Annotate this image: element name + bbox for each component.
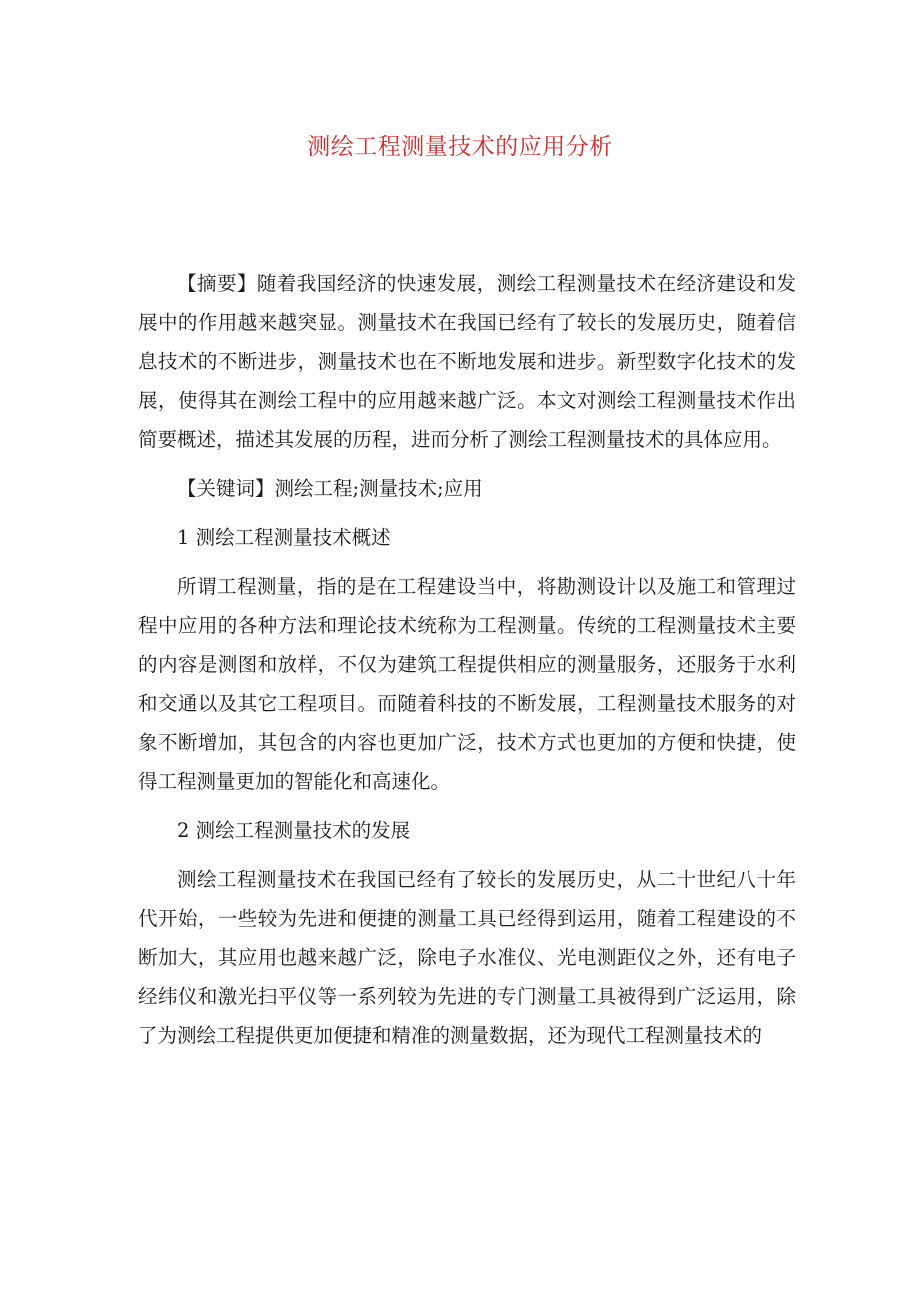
section-2-paragraph: 测绘工程测量技术在我国已经有了较长的发展历史，从二十世纪八十年代开始，一些较为先进和便捷的测量工具已经得到运用，随着工程建设的不断加大，其应用也越来越广泛，除电子水准仪、光电测距仪之外，还有电子经纬仪和激光扫平仪等一系列较为先进的专门测量工具被得到广泛运用，除了为测绘工程提供更加便捷和精准的测量数据，还为现代工程测量技术的 [138,868,796,1047]
section-1-heading: 1 测绘工程测量技术概述 [177,526,391,549]
section-1-paragraph: 所谓工程测量，指的是在工程建设当中，将勘测设计以及施工和管理过程中应用的各种方法和理论技术统称为工程测量。传统的工程测量技术主要的内容是测图和放样，不仅为建筑工程提供相应的测量服务，还服务于水利和交通以及其它工程项目。而随着科技的不断发展，工程测量技术服务的对象不断增加，其包含的内容也更加广泛，技术方式也更加的方便和快捷，使得工程测量更加的智能化和高速化。 [138,575,796,793]
keywords-line: 【关键词】测绘工程;测量技术;应用 [177,477,483,500]
document-body [138,264,796,1065]
document-title: 测绘工程测量技术的应用分析 [307,134,613,160]
section-2-heading: 2 测绘工程测量技术的发展 [177,819,411,842]
abstract-paragraph: 【摘要】随着我国经济的快速发展，测绘工程测量技术在经济建设和发展中的作用越来越突显。测量技术在我国已经有了较长的发展历史，随着信息技术的不断进步，测量技术也在不断地发展和进步。新型数字化技术的发展，使得其在测绘工程中的应用越来越广泛。本文对测绘工程测量技术作出简要概述，描述其发展的历程，进而分析了测绘工程测量技术的具体应用。 [138,272,796,451]
